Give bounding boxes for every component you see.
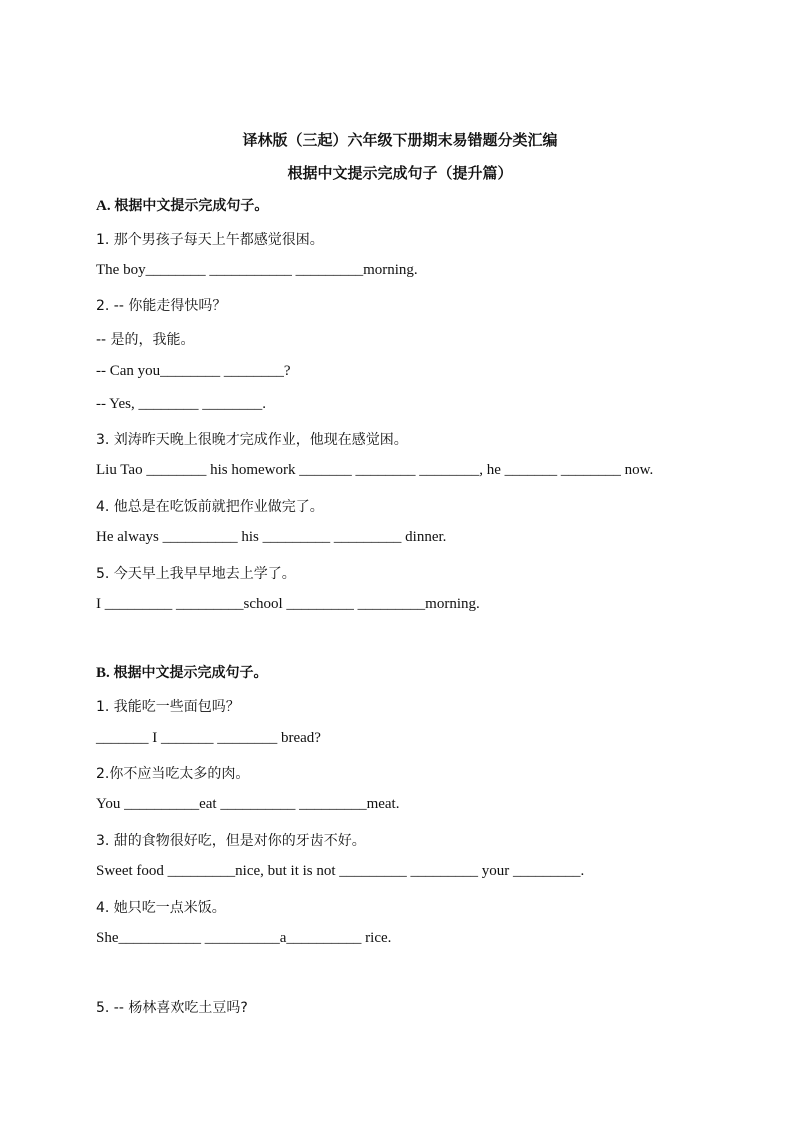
section-a-label: A. [96,198,111,214]
section-a-heading [96,195,268,215]
b-q4-chinese: 4. 她只吃一点米饭。 [96,900,226,916]
b-q2-english: You __________eat __________ _________meat. [96,796,400,812]
a-q2-english-question: -- Can you________ ________? [96,363,291,379]
section-b-label: B. [96,665,110,681]
a-q5-english: I _________ _________school _________ _________morning. [96,596,480,612]
document-subtitle: 根据中文提示完成句子（提升篇） [287,164,513,182]
a-q4-chinese: 4. 他总是在吃饭前就把作业做完了。 [96,499,324,515]
b-q1-english: _______ I _______ ________ bread? [96,730,321,746]
b-q4-english: She___________ __________a__________ rice. [96,930,392,946]
b-q3-chinese: 3. 甜的食物很好吃，但是对你的牙齿不好。 [96,833,366,849]
a-q1-english: The boy________ ___________ _________morning. [96,262,418,278]
a-q4-english: He always __________ his _________ _________ dinner. [96,529,447,545]
section-a-title: 根据中文提示完成句子。 [114,198,269,214]
a-q1-chinese: 1. 那个男孩子每天上午都感觉很困。 [96,232,324,248]
b-q3-english: Sweet food _________nice, but it is not _________ _________ your _________. [96,863,585,879]
b-q1-chinese: 1. 我能吃一些面包吗？ [96,699,240,715]
section-b-title: 根据中文提示完成句子。 [113,665,268,681]
a-q3-chinese: 3. 刘涛昨天晚上很晚才完成作业，他现在感觉困。 [96,432,408,448]
a-q2-chinese: 2. -- 你能走得快吗？ [96,298,227,314]
document-title: 译林版（三起）六年级下册期末易错题分类汇编 [242,131,558,149]
b-q5-chinese: 5. -- 杨林喜欢吃土豆吗? [96,1000,248,1016]
a-q3-english: Liu Tao ________ his homework _______ ________ ________, he _______ ________ now. [96,462,654,478]
b-q2-chinese: 2.你不应当吃太多的肉。 [96,766,250,782]
a-q2-answer-chinese: -- 是的，我能。 [96,332,195,348]
a-q2-english-answer: -- Yes, ________ ________. [96,396,267,412]
a-q5-chinese: 5. 今天早上我早早地去上学了。 [96,566,296,582]
section-b-heading [96,662,268,682]
